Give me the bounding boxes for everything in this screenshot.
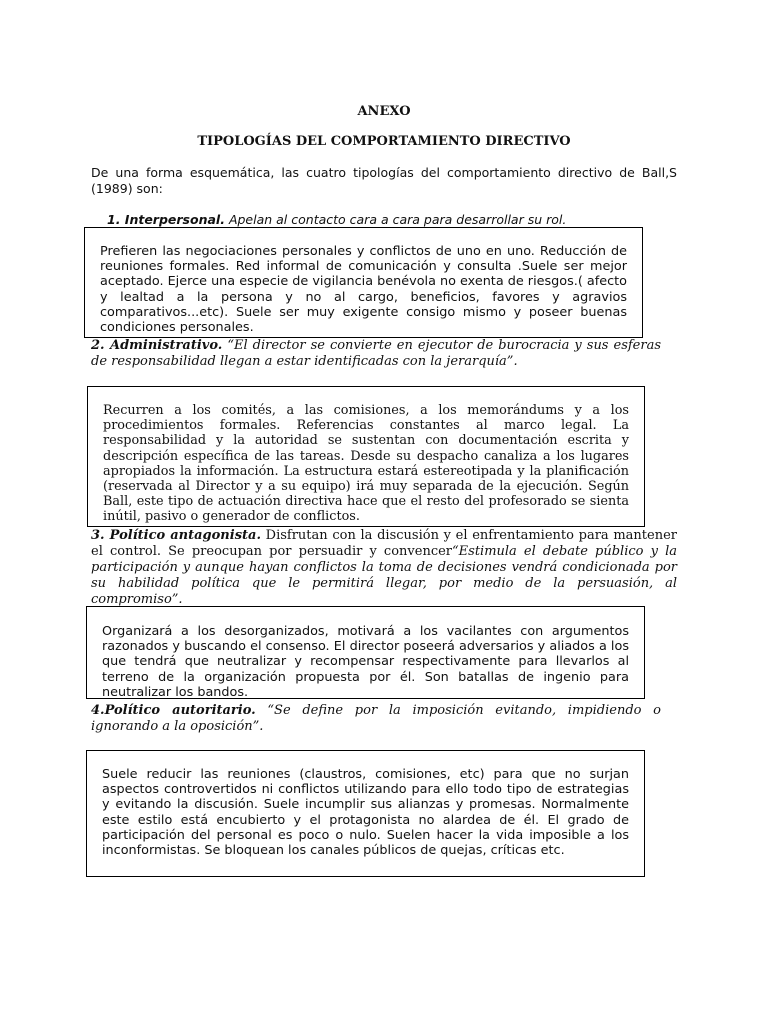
- document-subtitle: TIPOLOGÍAS DEL COMPORTAMIENTO DIRECTIVO: [197, 134, 571, 149]
- section-2-heading-line: [91, 338, 661, 370]
- section-3-box-text: Organizará a los desorganizados, motivará a los vacilantes con argumentos razonados y buscando el consenso. El director poseerá adversarios y aliados a los que tendrá que neutralizar y recompensar respectivamente para llevarlos al terreno de la organización propuesta por él. Son batallas de ingenio para neutralizar los bandos.: [102, 624, 629, 700]
- section-3-box: [86, 606, 645, 699]
- section-1-heading: 1. Interpersonal.: [107, 212, 225, 227]
- section-3-lead: Disfrutan con la discusión y el enfrentamiento para mantener el control. Se preocupan por persuadir y convencer: [91, 528, 677, 559]
- section-3-heading-line: [91, 528, 677, 608]
- section-1-lead: Apelan al contacto cara a cara para desarrollar su rol.: [228, 212, 567, 227]
- section-4-box: [86, 750, 645, 877]
- section-3-heading: 3. Político antagonista.: [91, 528, 261, 543]
- section-1-box: [84, 227, 643, 338]
- section-4-box-text: Suele reducir las reuniones (claustros, comisiones, etc) para que no surjan aspectos controvertidos ni conflictos utilizando para ello todo tipo de estrategias y evitando la discusión. Suele incumplir sus alianzas y promesas. Normalmente este estilo está encubierto y el protagonista no alardea de él. El grado de participación del personal es poco o nulo. Suelen hacer la vida imposible a los inconformistas. Se bloquean los canales públicos de quejas, críticas etc.: [102, 767, 629, 859]
- section-4-lead: “Se define por la imposición evitando, impidiendo o ignorando a la oposición”.: [91, 703, 661, 734]
- section-4-heading: 4.Político autoritario.: [91, 703, 256, 718]
- section-2-box: [87, 386, 645, 527]
- section-2-heading: 2. Administrativo.: [91, 338, 223, 353]
- document-title: ANEXO: [357, 104, 411, 119]
- section-2-box-text: Recurren a los comités, a las comisiones, a los memorándums y a los procedimientos formales. Referencias constantes al marco legal. La responsabilidad y la autoridad se sustentan con documentación escrita y descripción específica de las tareas. Desde su despacho canaliza a los lugares apropiados la información. La estructura estará estereotipada y la planificación (reservada al Director y a su equipo) irá muy separada de la ejecución. Según Ball, este tipo de actuación directiva hace que el resto del profesorado se sienta inútil, pasivo o generador de conflictos.: [103, 403, 629, 525]
- section-2-lead: “El director se convierte en ejecutor de burocracia y sus esferas de responsabilidad llegan a estar identificadas con la jerarquía”.: [91, 338, 662, 369]
- section-1-heading-line: [107, 212, 677, 228]
- section-4-heading-line: [91, 703, 661, 735]
- section-1-box-text: Prefieren las negociaciones personales y conflictos de uno en uno. Reducción de reuniones formales. Red informal de comunicación y consulta .Suele ser mejor aceptado. Ejerce una especie de vigilancia benévola no exenta de riesgos.( afecto y lealtad a la persona y no al cargo, beneficios, favores y agravios comparativos...etc). Suele ser muy exigente consigo mismo y poseer buenas condiciones personales.: [100, 244, 628, 336]
- section-3-lead-quote: “Estimula el debate público y la participación y aunque hayan conflictos la toma de decisiones vendrá condicionada por su habilidad política que le permitirá llegar, por medio de la persuasión, al compromiso”.: [91, 544, 677, 607]
- intro-paragraph: De una forma esquemática, las cuatro tipologías del comportamiento directivo de Ball,S (1989) son:: [91, 165, 677, 196]
